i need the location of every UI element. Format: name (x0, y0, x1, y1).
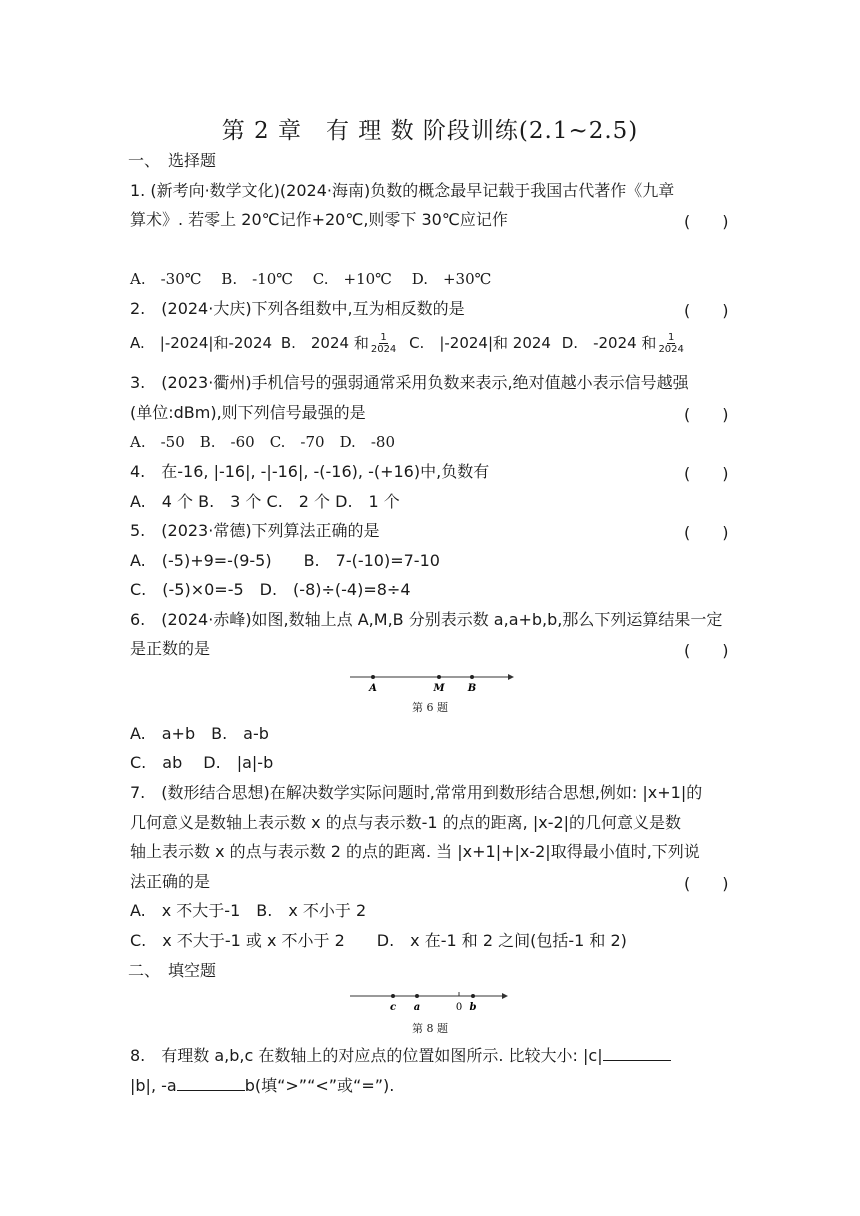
q4-line1: 4. 在-16, |-16|, -|-16|, -(-16), -(+16)中,负数有 (130, 462, 490, 481)
q8-label-a: a (413, 1002, 421, 1013)
q4-answer-paren: ( ) (684, 464, 729, 483)
q6-point-b (470, 675, 474, 679)
q3-line1: 3. (2023·衢州)手机信号的强弱通常采用负数来表示,绝对值越小表示信号越强 (130, 373, 689, 392)
q6-line2: 是正数的是 (130, 639, 211, 658)
section-choice-heading: 一、 选择题 (128, 151, 217, 170)
q2-fraction-b (371, 332, 396, 355)
q7-line2: 几何意义是数轴上表示数 x 的点与表示数-1 的点的距离, |x-2|的几何意义是数 (130, 813, 682, 832)
page-title: 第 2 章 有 理 数 阶段训练(2.1~2.5) (221, 118, 639, 144)
q8-label-c: c (389, 1002, 397, 1013)
q2-options (130, 332, 686, 355)
q8-line1-text: 8. 有理数 a,b,c 在数轴上的对应点的位置如图所示. 比较大小: |c| (130, 1046, 603, 1065)
q3-options: A. -50 B. -60 C. -70 D. -80 (130, 433, 395, 451)
q6-label-a: A (369, 683, 377, 694)
q6-figure-caption: 第 6 题 (412, 701, 448, 714)
q6-options-ab: A. a+b B. a-b (130, 724, 269, 743)
q2-line1: 2. (2024·大庆)下列各组数中,互为相反数的是 (130, 299, 465, 318)
q5-options-ab: A. (-5)+9=-(9-5) B. 7-(-10)=7-10 (130, 551, 440, 570)
q8-axis-arrow (502, 993, 508, 999)
q6-line1: 6. (2024·赤峰)如图,数轴上点 A,M,B 分别表示数 a,a+b,b,那么下列运算结果一定 (130, 610, 723, 629)
q2-option-d: D. -2024 和 (561, 334, 657, 352)
q8-line2-text-a: |b|, -a (130, 1076, 177, 1095)
q6-point-a (371, 675, 375, 679)
q7-answer-paren: ( ) (684, 874, 729, 893)
q8-number-line (345, 988, 515, 1016)
q8-line1 (130, 1045, 671, 1067)
q7-options-ab: A. x 不大于-1 B. x 不小于 2 (130, 901, 367, 920)
q6-number-line (340, 668, 520, 698)
q2-option-c: C. |-2024|和 2024 (409, 334, 551, 352)
q1-options: A. -30℃ B. -10℃ C. +10℃ D. +30℃ (130, 270, 492, 288)
q6-label-b: B (467, 683, 477, 694)
q6-options-cd: C. ab D. |a|-b (130, 753, 274, 772)
q2-option-a: A. |-2024|和-2024 (130, 334, 273, 352)
q6-answer-paren: ( ) (684, 641, 729, 660)
q7-line3: 轴上表示数 x 的点与表示数 2 的点的距离. 当 |x+1|+|x-2|取得最小值时,下列说 (130, 842, 700, 861)
q8-point-a (415, 994, 419, 998)
q2-option-b: B. 2024 和 (280, 334, 369, 352)
q2-fraction-d (658, 332, 683, 355)
q2-fraction-d-num: 1 (667, 332, 675, 343)
q6-axis-arrow (508, 674, 514, 680)
q5-options-cd: C. (-5)×0=-5 D. (-8)÷(-4)=8÷4 (130, 580, 411, 599)
q8-point-b (471, 994, 475, 998)
q7-options-cd: C. x 不大于-1 或 x 不小于 2 D. x 在-1 和 2 之间(包括-1 和 2) (130, 931, 627, 950)
q2-answer-paren: ( ) (684, 301, 729, 320)
q6-point-m (437, 675, 441, 679)
q3-line2: (单位:dBm),则下列信号最强的是 (130, 403, 366, 422)
q1-line2: 算术》. 若零上 20℃记作+20℃,则零下 30℃应记作 (130, 210, 508, 229)
section-fill-heading: 二、 填空题 (128, 961, 217, 980)
q7-line4: 法正确的是 (130, 872, 211, 891)
q7-line1: 7. (数形结合思想)在解决数学实际问题时,常常用到数形结合思想,例如: |x+1|的 (130, 783, 703, 802)
q2-fraction-d-den: 2024 (658, 344, 684, 355)
q5-line1: 5. (2023·常德)下列算法正确的是 (130, 521, 380, 540)
q8-label-zero: 0 (455, 1002, 463, 1013)
q8-figure-caption: 第 8 题 (412, 1022, 448, 1035)
q3-answer-paren: ( ) (684, 405, 729, 424)
q1-line1: 1. (新考向·数学文化)(2024·海南)负数的概念最早记载于我国古代著作《九章 (130, 181, 675, 200)
q8-line2 (130, 1075, 394, 1097)
q6-label-m: M (433, 683, 445, 694)
q4-options: A. 4 个 B. 3 个 C. 2 个 D. 1 个 (130, 492, 400, 511)
q8-blank-2[interactable] (177, 1090, 245, 1091)
q5-answer-paren: ( ) (684, 523, 729, 542)
q1-answer-paren: ( ) (684, 212, 729, 231)
q8-blank-1[interactable] (603, 1060, 671, 1061)
q2-fraction-b-num: 1 (380, 332, 387, 343)
q8-label-b: b (469, 1002, 477, 1013)
q8-line2-text-b: b(填“>”“<”或“=”). (244, 1076, 395, 1095)
q8-point-c (391, 994, 395, 998)
q2-fraction-b-den: 2024 (370, 344, 397, 355)
